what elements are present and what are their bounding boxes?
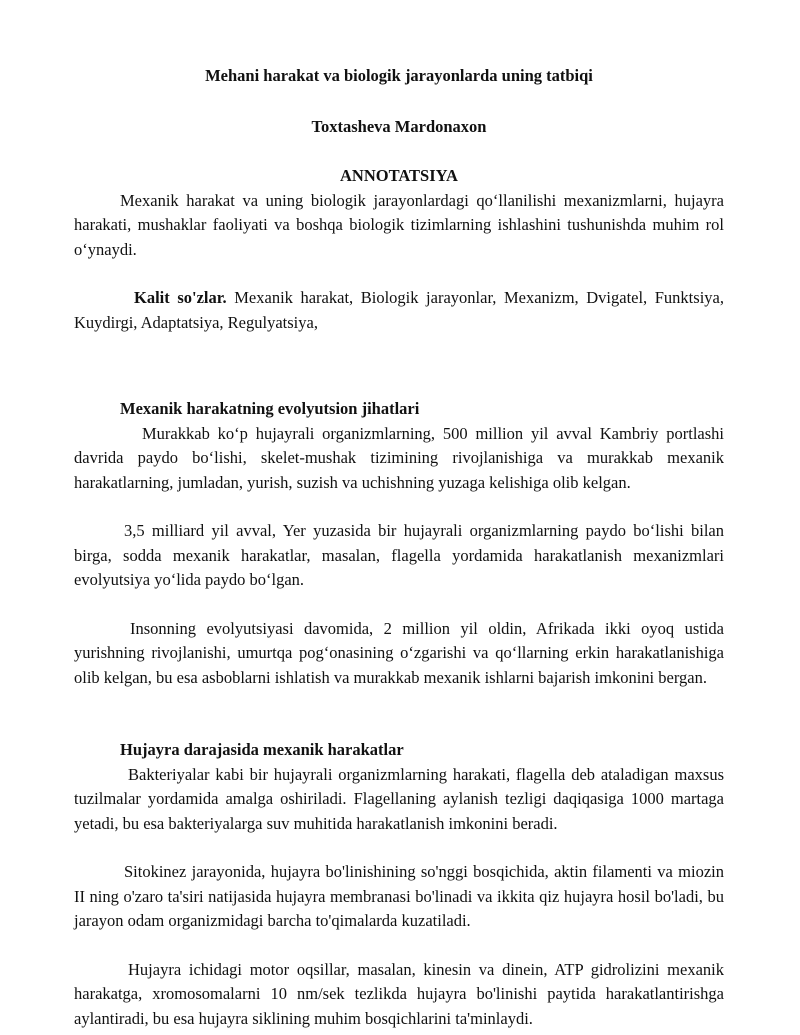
keywords-paragraph xyxy=(74,286,724,335)
annotation-paragraph: Mexanik harakat va uning biologik jarayonlardagi qo‘llanilishi mexanizmlarni, hujayra harakati, mushaklar faoliyati va boshqa biologik tizimlarning ishlashini tushunishda muhim rol o‘ynaydi. xyxy=(74,190,724,259)
body-paragraph: Murakkab ko‘p hujayrali organizmlarning, 500 million yil avval Kambriy portlashi davrida paydo bo‘lishi, skelet-mushak tizimining rivojlanishiga va murakkab mexanik harakatlarning, jumladan, yurish, suzish va uchishning yuzaga kelishiga olib kelgan. xyxy=(74,423,724,492)
body-paragraph: 3,5 milliard yil avval, Yer yuzasida bir hujayrali organizmlarning paydo bo‘lishi bilan birga, sodda mexanik harakatlar, masalan, flagella yordamida harakatlanish mexanizmlari evolyutsiya yo‘lida paydo bo‘lgan. xyxy=(74,521,724,589)
document-title: Mehani harakat va biologik jarayonlarda uning tatbiqi xyxy=(205,66,593,85)
annotation-heading: ANNOTATSIYA xyxy=(340,166,458,185)
document-author: Toxtasheva Mardonaxon xyxy=(311,116,487,136)
section-heading: Hujayra darajasida mexanik harakatlar xyxy=(120,740,404,759)
body-paragraph: Sitokinez jarayonida, hujayra bo'linishining so'nggi bosqichida, aktin filamenti va miozin II ning o'zaro ta'siri natijasida hujayra membranasi bo'linadi va ikkita qiz hujayra hosil bo'ladi, bu jarayon odam organizmidagi barcha to'qimalarda kuzatiladi. xyxy=(74,862,724,930)
body-paragraph: Insonning evolyutsiyasi davomida, 2 million yil oldin, Afrikada ikki oyoq ustida yurishning rivojlanishi, umurtqa pog‘onasining o‘zgarishi va qo‘llarning erkin harakatlanishiga olib kelgan, bu esa asboblarni ishlatish va murakkab mexanik ishlarni bajarish imkonini bergan. xyxy=(74,618,724,687)
keywords-text: Mexanik harakat, Biologik jarayonlar, Mexanizm, Dvigatel, Funktsiya, Kuydirgi, Adaptatsiya, Regulyatsiya, xyxy=(74,288,724,332)
body-paragraph: Bakteriyalar kabi bir hujayrali organizmlarning harakati, flagella deb ataladigan maxsus tuzilmalar yordamida amalga oshiriladi. Flagellaning aylanish tezligi daqiqasiga 1000 martaga yetadi, bu esa bakteriyalarga suv muhitida harakatlanish imkonini beradi. xyxy=(74,764,724,833)
keywords-label: Kalit so'zlar. xyxy=(134,288,227,307)
body-paragraph: Hujayra ichidagi motor oqsillar, masalan, kinesin va dinein, ATP gidrolizini mexanik harakatga, xromosomalarni 10 nm/sek tezlikda hujayra bo'linishi paytida harakatlantirishga aylantiradi, bu esa hujayra siklining muhim bosqichlarini ta'minlaydi. xyxy=(74,959,724,1028)
section-heading: Mexanik harakatning evolyutsion jihatlari xyxy=(120,399,420,418)
